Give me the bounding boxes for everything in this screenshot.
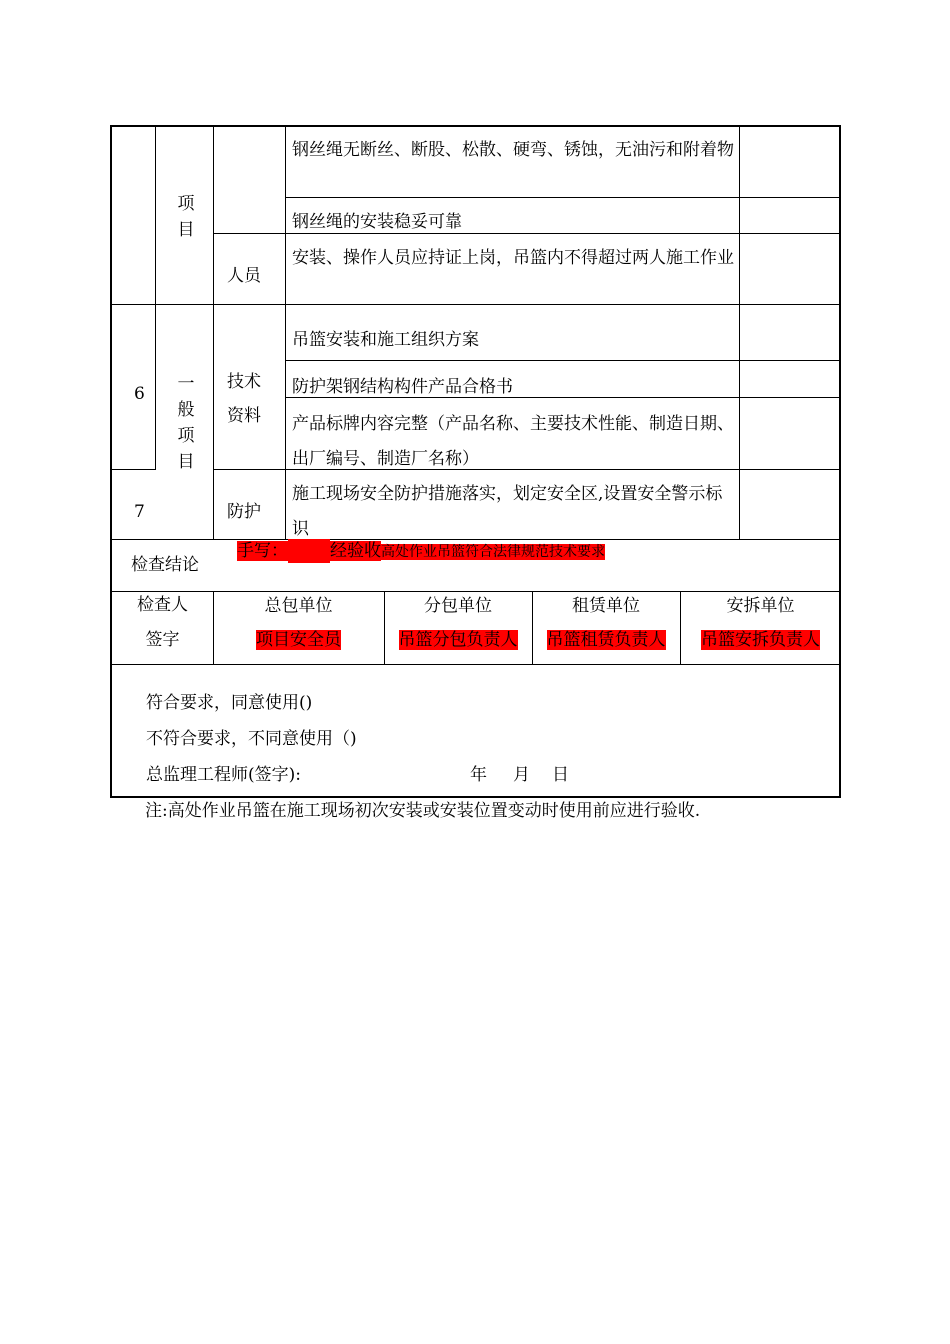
- group-label-general: 一般项目: [177, 374, 195, 472]
- unit-subcontractor: 分包单位: [424, 596, 492, 616]
- grid-line: [112, 304, 841, 305]
- date-month: 月: [513, 765, 530, 785]
- grid-line: [112, 664, 841, 665]
- conclusion-label: 检查结论: [131, 555, 199, 575]
- date-day: 日: [552, 765, 569, 785]
- category-personnel: 人员: [227, 266, 261, 286]
- conclusion-text-small: 高处作业吊篮符合法律规范技术要求: [381, 544, 605, 560]
- signer-subcontractor: [384, 627, 532, 653]
- item-wire-rope-install: 钢丝绳的安装稳妥可靠: [292, 212, 462, 232]
- approval-reject: 不符合要求，不同意使用（): [146, 729, 357, 749]
- footnote: 注:高处作业吊篮在施工现场初次安装或安装位置变动时使用前应进行验收.: [145, 801, 701, 821]
- signer-label-line2: 签字: [145, 630, 180, 650]
- blank-field: [288, 539, 330, 563]
- unit-lessor: 租赁单位: [572, 596, 640, 616]
- item-nameplate: 产品标牌内容完整（产品名称、主要技术性能、制造日期、出厂编号、制造厂名称）: [292, 414, 734, 469]
- grid-line: [155, 127, 156, 470]
- category-protection: 防护: [227, 502, 261, 522]
- signer-lessor: [532, 627, 680, 653]
- row-number-7: 7: [134, 502, 145, 522]
- signer-lessor-text: 吊篮租赁负责人: [546, 630, 666, 650]
- conclusion-text-big: 经验收: [330, 541, 381, 561]
- row-number-6: 6: [134, 384, 145, 404]
- chief-engineer-signature: 总监理工程师(签字):: [146, 765, 301, 785]
- signer-installer: [680, 627, 841, 653]
- signer-general-contractor-text: 项目安全员: [256, 630, 341, 650]
- inspection-table: [110, 125, 841, 798]
- grid-line: [285, 360, 841, 361]
- grid-line: [739, 127, 740, 540]
- grid-line: [285, 127, 286, 540]
- unit-installer: 安拆单位: [726, 596, 795, 616]
- item-product-certificate: 防护架钢结构构件产品合格书: [292, 377, 513, 397]
- signer-subcontractor-text: 吊篮分包负责人: [398, 630, 518, 650]
- signer-label-line1: 检查人: [137, 595, 188, 615]
- unit-general-contractor: 总包单位: [264, 596, 333, 616]
- grid-line: [285, 197, 841, 198]
- item-protection: 施工现场安全防护措施落实，划定安全区,设置安全警示标识: [292, 484, 723, 539]
- item-construction-plan: 吊篮安装和施工组织方案: [292, 330, 479, 350]
- signer-general-contractor: [213, 627, 384, 653]
- item-wire-rope-condition: 钢丝绳无断丝、断股、松散、硬弯、锈蚀，无油污和附着物: [292, 140, 734, 160]
- signer-installer-text: 吊篮安拆负责人: [701, 630, 820, 650]
- conclusion-handwritten: [237, 539, 605, 564]
- grid-line: [213, 127, 214, 540]
- item-personnel: 安装、操作人员应持证上岗，吊篮内不得超过两人施工作业: [292, 248, 734, 268]
- category-tech-docs: [222, 365, 266, 433]
- grid-line: [112, 469, 155, 470]
- handwrite-prefix: 手写：: [237, 541, 288, 561]
- date-year: 年: [470, 765, 487, 785]
- category-tech-docs-text: 技术资料: [227, 372, 261, 426]
- approval-accept: 符合要求，同意使用(): [146, 693, 313, 713]
- group-label-project: 项目: [177, 194, 195, 240]
